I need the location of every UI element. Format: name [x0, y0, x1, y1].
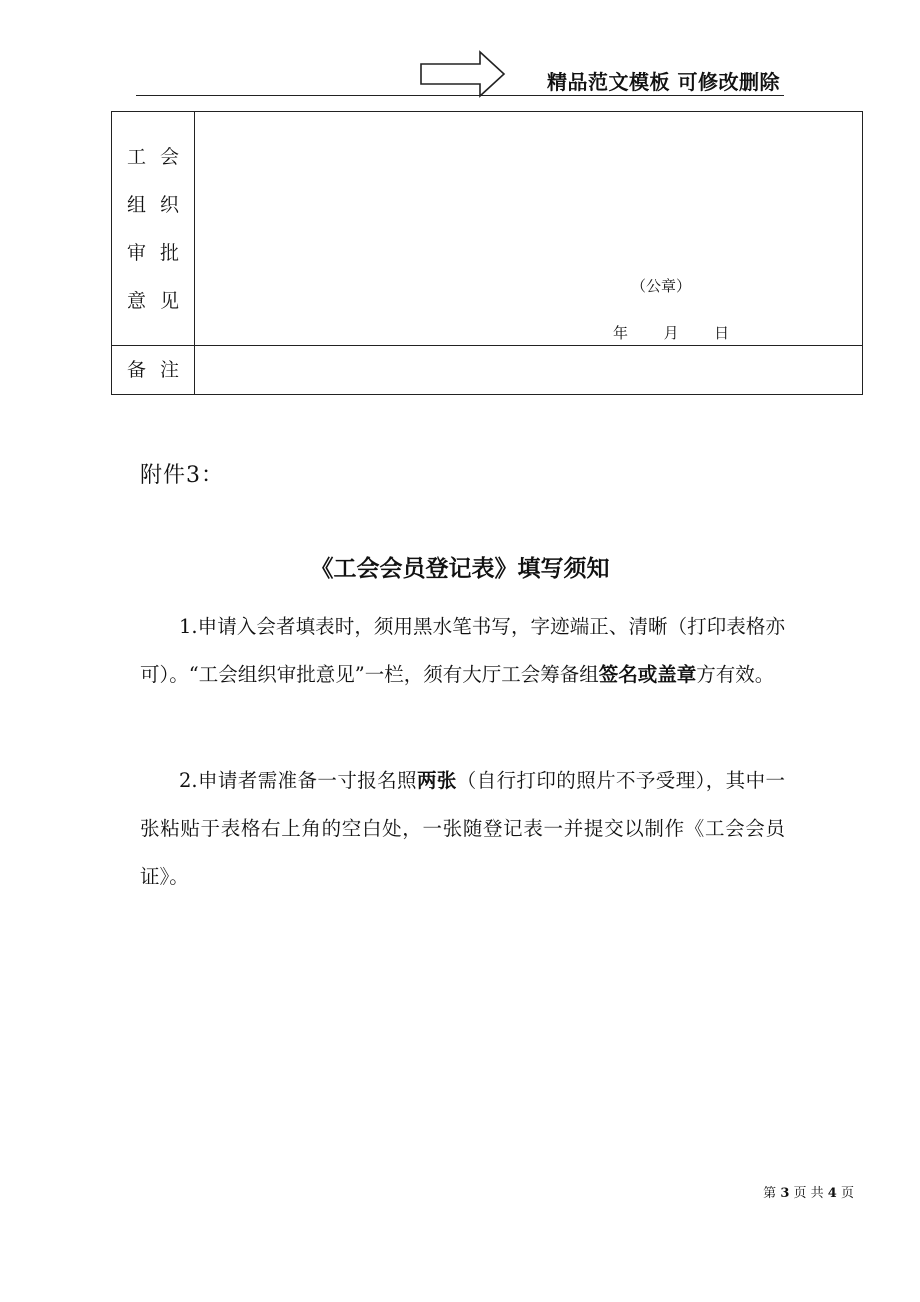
approval-row	[112, 112, 863, 346]
total-pages: 4	[827, 1186, 837, 1201]
remarks-row	[112, 346, 863, 395]
page-number-middle: 页 共	[793, 1186, 824, 1201]
p2-emphasis: 两张	[416, 769, 457, 792]
p1-emphasis: 签名或盖章	[598, 663, 697, 686]
approval-label-cell	[112, 112, 195, 346]
right-arrow-icon	[420, 50, 506, 98]
p2-text-end: （自行打印的照片不予受理），其中一张粘贴于表格右上角的空白处，一张随登记表一并提交以制作《工会会员证》。	[140, 769, 785, 888]
attachment-label: 附件3：	[140, 463, 224, 488]
header-rule	[136, 95, 784, 96]
notice-paragraph-1	[140, 603, 785, 699]
date-line	[613, 322, 729, 343]
remarks-content-cell[interactable]	[195, 346, 863, 395]
date-day: 日	[714, 324, 730, 342]
p1-text-end: 方有效。	[696, 663, 775, 686]
remarks-label: 备注	[126, 359, 193, 381]
header-text: 精品范文模板 可修改删除	[547, 70, 780, 94]
seal-label: （公章）	[631, 277, 692, 295]
remarks-label-cell	[112, 346, 195, 395]
approval-content-cell[interactable]	[195, 112, 863, 346]
page-header	[136, 50, 784, 98]
notice-title: 《工会会员登记表》填写须知	[310, 556, 610, 582]
approval-form-table	[111, 111, 863, 395]
p1-text: 1.申请入会者填表时，须用黑水笔书写，字迹端正、清晰（打印表格亦可）。“工会组织审批意见”一栏，须有大厅工会筹备组	[140, 615, 785, 686]
approval-label-line: 审批	[126, 241, 193, 264]
page-number-prefix: 第	[763, 1186, 777, 1201]
date-year: 年	[613, 324, 629, 342]
current-page: 3	[780, 1186, 790, 1201]
approval-label-line: 组织	[126, 193, 193, 216]
date-month: 月	[663, 324, 679, 342]
p2-text: 2.申请者需准备一寸报名照	[179, 769, 417, 792]
approval-label-line: 工会	[126, 145, 193, 168]
notice-paragraph-2	[140, 757, 785, 901]
page-number-suffix: 页	[840, 1186, 854, 1201]
approval-label-line: 意见	[126, 289, 193, 312]
page-number	[763, 1182, 854, 1201]
